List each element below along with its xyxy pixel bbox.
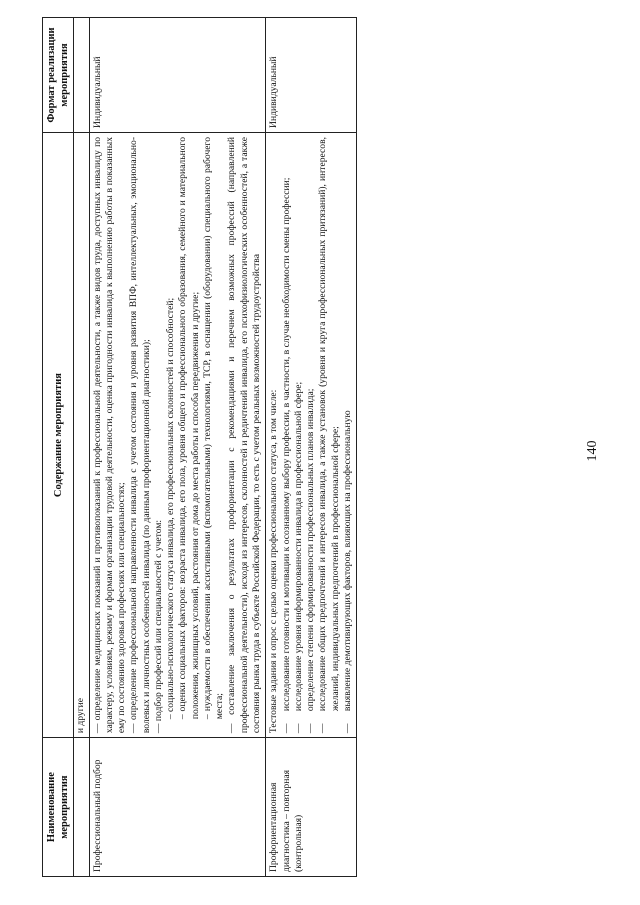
table-row (89, 18, 266, 877)
list-item: — исследование общих предпочтений и интересов инвалида, а также установок (уровня и круга профессиональных притязаний), интересов, желаний, индивидуальных предпочтений в профессиональной сфере; (317, 137, 342, 733)
content-subparagraph: – нуждаемости в обеспечении ассистивными (вспомогательными) технологиями, ТСР, в оснащении (оборудовании) специального рабочего места; (201, 136, 226, 720)
content-paragraph: — определение медицинских показаний и противопоказаний к профессиональной деятельности, а также видов труда, доступных инвалиду по характеру, условиям, режиму и формам организации трудовой деятельности, оценка пригодности инвалида к выполнению работы в показанных ему по состоянию здоровья профессиях или специальностях; (91, 136, 128, 734)
list-item: — исследование уровня информированности инвалида в профессиональной сфере; (293, 137, 305, 733)
row-name: Профессиональный подбор (89, 738, 266, 877)
content-paragraph: — подбор профессий или специальностей с учетом: (152, 519, 164, 734)
row-content (266, 132, 357, 737)
table-row (266, 18, 357, 877)
list-item: — исследование готовности и мотивации к осознанному выбору профессии, в частности, в случае необходимости смены профессии; (281, 137, 293, 733)
continuation-empty-1 (74, 738, 89, 877)
list-item: — выявление демотивирующих факторов, влияющих на профессиональную (342, 137, 354, 733)
row-content (89, 132, 266, 737)
row-format: Индивидуальный (89, 18, 266, 133)
content-subparagraph: – социально-психологического статуса инвалида, его профессиональных склонностей и способностей; (165, 297, 177, 720)
content-subparagraph: – оценки социальных факторов: возраста инвалида, его пола, уровня общего и профессионального образования, семейного и материального положения, жилищных условий, расстояния от дома до места работы и способа передвижения и другие; (177, 136, 201, 720)
continuation-row (74, 18, 89, 877)
row-name: Профориентационная диагностика – повторная (контрольная) (266, 738, 357, 877)
page-number: 140 (585, 440, 600, 462)
header-name: Наименование мероприятия (43, 738, 74, 877)
continuation-empty-3 (74, 18, 89, 133)
header-content: Содержание мероприятия (43, 132, 74, 737)
list-item: — определение степени сформированности профессиональных планов инвалида; (305, 137, 317, 733)
diagnostics-list (281, 137, 355, 733)
header-row (43, 18, 74, 877)
content-intro: Тестовые задания и опрос с целью оценки профессионального статуса, в том числе: (268, 389, 280, 734)
content-paragraph: — составление заключения о результатах профориентации с рекомендациями и перечнем возможных профессий (направлений профессиональной деятельности), исходя из интересов, склонностей и редичтений инвалида, его психофизиологических особенностей, а также состояния рынка труда в субъекте Российской Федерации, то есть с учетом реальных возможностей трудоустройства (226, 136, 262, 734)
content-paragraph: — определение профессиональной направленности инвалида с учетом состояния и уровня развития ВПФ, интеллектуальных, эмоционально-волевых и личностных особенностей инвалида (по данным профориентационной диагностики); (128, 136, 152, 734)
continuation-text: и другие (74, 132, 89, 737)
header-format: Формат реализации мероприятия (43, 18, 74, 133)
activities-table (42, 17, 357, 877)
row-format: Индивидуальный (266, 18, 357, 133)
